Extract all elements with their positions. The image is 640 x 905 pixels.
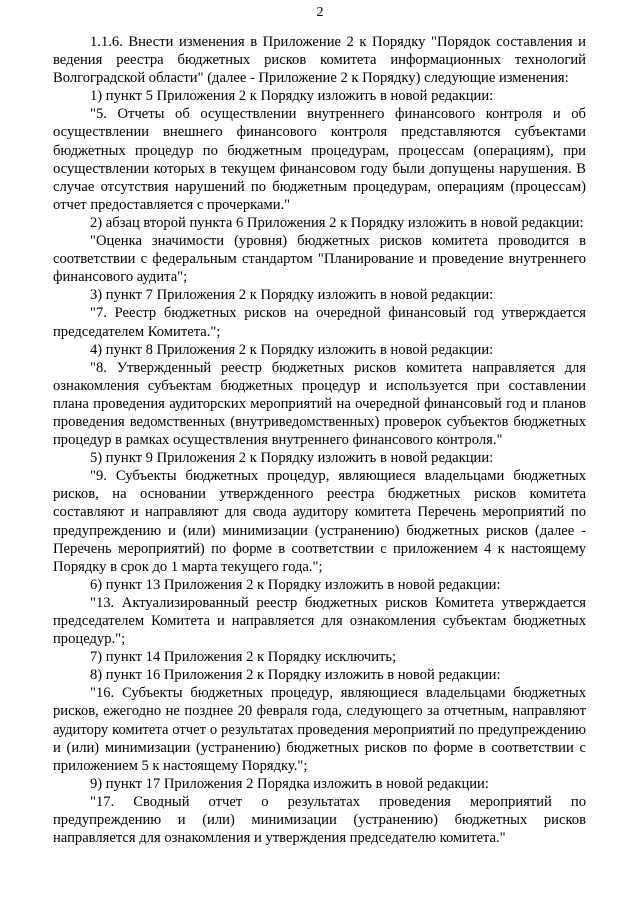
paragraph-item-3: 3) пункт 7 Приложения 2 к Порядку изложить в новой редакции: — [90, 287, 494, 304]
paragraph-clause-13: "13. Актуализированный реестр бюджетных рисков Комитета утверждается председателем Комитета и направляется для ознакомления субъектам бюджетных процедур."; — [53, 594, 586, 648]
paragraph-item-4: 4) пункт 8 Приложения 2 к Порядку изложить в новой редакции: — [90, 341, 494, 358]
paragraph-item-1: 1) пункт 5 Приложения 2 к Порядку изложить в новой редакции: — [90, 88, 494, 105]
paragraph-item-5: 5) пункт 9 Приложения 2 к Порядку изложить в новой редакции: — [90, 450, 494, 467]
paragraph-item-7: 7) пункт 14 Приложения 2 к Порядку исключить; — [90, 649, 397, 666]
paragraph-clause-7: "7. Реестр бюджетных рисков на очередной финансовый год утверждается председателем Комитета."; — [53, 305, 586, 340]
paragraph-item-2: 2) абзац второй пункта 6 Приложения 2 к Порядку изложить в новой редакции: — [90, 214, 584, 231]
paragraph-clause-9: "9. Субъекты бюджетных процедур, являющиеся владельцами бюджетных рисков, на основании утвержденного реестра бюджетных рисков комитета составляют и направляют для свода аудитору комитета Перечень мероприятий по предупреждению и (или) минимизации (устранению) бюджетных рисков (далее - Перечень мероприятий) по форме в соответствии с приложением 4 к настоящему Порядку в срок до 1 марта текущего года."; — [53, 468, 586, 575]
paragraph-1-1-6-intro: 1.1.6. Внести изменения в Приложение 2 к Порядку "Порядок составления и ведения реестра бюджетных рисков комитета информационных технологий Волгоградской области" (далее - Приложение 2 к Порядку) следующие изменения: — [53, 34, 586, 87]
paragraph-item-8: 8) пункт 16 Приложения 2 к Порядку изложить в новой редакции: — [90, 667, 501, 684]
paragraph-item-9: 9) пункт 17 Приложения 2 Порядка изложить в новой редакции: — [90, 775, 489, 792]
paragraph-clause-8: "8. Утвержденный реестр бюджетных рисков комитета направляется для ознакомления субъектам бюджетных процедур и используется при составлении плана проведения аудиторских мероприятий на очередной финансовый год и планов проведения ведомственных (внутриведомственных) проверок субъектов бюджетных процедур в рамках осуществления внутреннего финансового контроля." — [53, 359, 586, 449]
paragraph-clause-5: "5. Отчеты об осуществлении внутреннего финансового контроля и об осуществлении внешнего финансового контроля представляются субъектами бюджетных процедур по бюджетным процедурам, процессам (операциям), при осуществлении которых в текущем финансовом году были допущены нарушения. В случае отсутствия нарушений по бюджетным процедурам, операциям (процессам) отчет предоставляется с прочерками." — [53, 106, 586, 213]
paragraph-item-6: 6) пункт 13 Приложения 2 к Порядку изложить в новой редакции: — [90, 576, 501, 593]
paragraph-clause-6: "Оценка значимости (уровня) бюджетных рисков комитета проводится в соответствии с федеральным стандартом "Планирование и проведение внутреннего финансового аудита"; — [53, 233, 586, 286]
document-body — [53, 33, 586, 847]
paragraph-clause-16: "16. Субъекты бюджетных процедур, являющиеся владельцами бюджетных рисков, ежегодно не позднее 20 февраля года, следующего за отчетным, направляют аудитору комитета отчет о результатах проведения мероприятий по предупреждению и (или) минимизации (устранению) бюджетных рисков по форме в соответствии с приложением 5 к настоящему Порядку."; — [53, 685, 586, 774]
paragraph-clause-17: "17. Сводный отчет о результатах проведения мероприятий по предупреждению и (или) минимизации (устранению) бюджетных рисков направляется для ознакомления и утверждения председателю комитета." — [53, 793, 586, 847]
page-number: 2 — [316, 5, 324, 20]
